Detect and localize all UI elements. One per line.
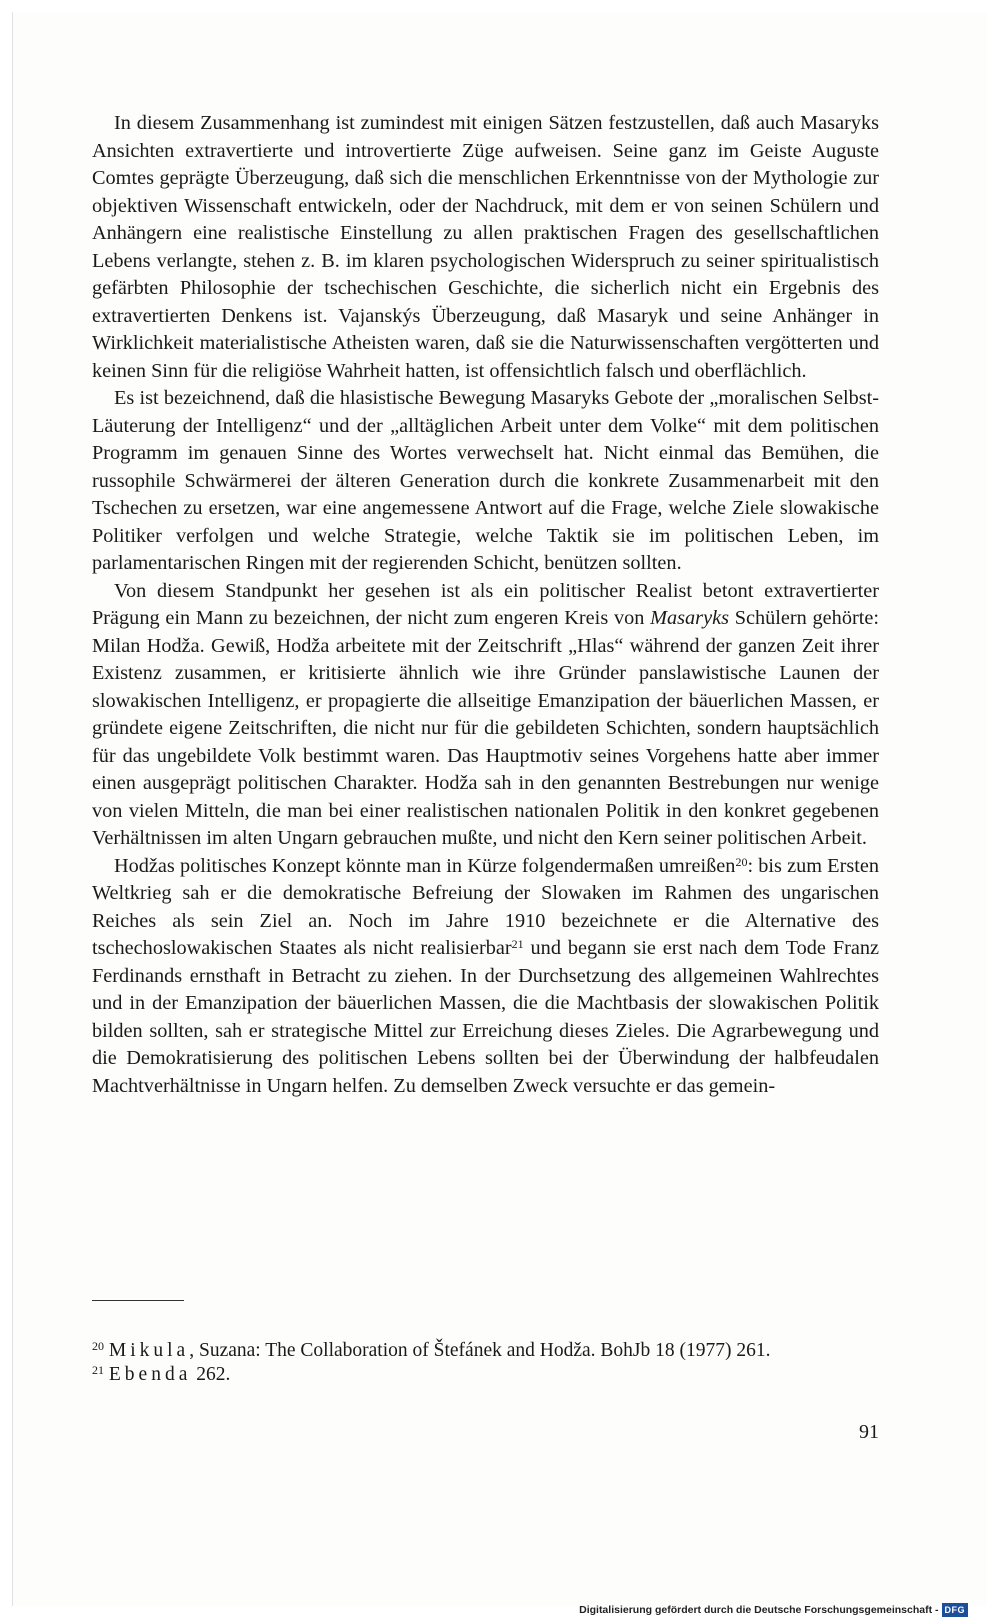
text-run: In diesem Zusammenhang ist zumindest mit einigen Sätzen festzustellen, daß auch Masaryks Ansichten extravertierte und introvertierte Züge aufweisen. Seine ganz im Geiste Auguste Comtes geprägte Überzeugung, daß sich die menschlichen Erkenntnisse von der Mythologie zur objektiven Wissenschaft entwickeln, oder der Nachdruck, mit dem er von seinen Schülern und Anhängern eine realistische Einstellung zu allen praktischen Fragen des gesellschaftlichen Lebens verlangte, stehen z. B. im klaren psychologischen Widerspruch zu seiner spiritualistisch gefärbten Philosophie der tschechischen Geschichte, die sicherlich nicht ein Ergebnis des extravertierten Denkens ist. Vajanskýs Überzeugung, daß Masaryk und seine Anhänger in Wirklichkeit materialistische Atheisten waren, daß sie die Naturwissenschaften vergötterten und keinen Sinn für die religiöse Wahrheit hatten, ist offensichtlich falsch und oberflächlich.: [92, 112, 879, 382]
page-number: 91: [859, 1421, 879, 1443]
paragraph: [92, 578, 879, 853]
footnote-reference: 20: [735, 854, 748, 869]
footnote: [92, 1339, 879, 1363]
paragraph: [92, 385, 879, 578]
digitization-credit-text: Digitalisierung gefördert durch die Deutsche Forschungsgemeinschaft -: [579, 1604, 939, 1616]
paragraph: [92, 110, 879, 385]
text-run: und begann sie erst nach dem Tode Franz Ferdinands ernsthaft in Betracht zu ziehen. In der Durchsetzung des allgemeinen Wahlrechtes und in der Emanzipation der bäuerlichen Massen, die die Machtbasis der slowakischen Politik bilden sollten, sah er strategische Mittel zur Erreichung dieses Zieles. Die Agrarbewegung und die Demokratisierung des politischen Lebens sollten bei der Überwindung der halbfeudalen Machtverhältnisse in Ungarn helfen. Zu demselben Zweck versuchte er das gemein-: [92, 937, 879, 1097]
digitization-credit: [579, 1603, 968, 1617]
text-run: Hodžas politisches Konzept könnte man in Kürze folgendermaßen umreißen: [114, 854, 736, 877]
dfg-logo-icon: DFG: [942, 1603, 969, 1617]
paragraph: [92, 853, 879, 1101]
italic-text: Masaryks: [650, 607, 729, 629]
footnotes: [92, 1339, 879, 1387]
text-run: Von diesem Standpunkt her gesehen ist als ein politischer Realist betont extravertierter Prägung ein Mann zu bezeichnen, der nicht zum engeren Kreis von: [92, 579, 879, 629]
footnote-text: , Suzana: The Collaboration of Štefánek and Hodža. BohJb 18 (1977) 261.: [189, 1340, 771, 1361]
document-page: [12, 12, 987, 1606]
footnote-author: Ebenda: [108, 1364, 192, 1385]
footnote-reference: 21: [511, 937, 524, 951]
footnote-separator: [92, 1300, 184, 1301]
body-text: [92, 110, 879, 1100]
footnote-author: Mikula: [108, 1340, 190, 1361]
footnote-number: 21: [92, 1363, 104, 1377]
footnote-number: 20: [92, 1339, 104, 1353]
footnote: [92, 1363, 879, 1387]
text-run: : bis zum Ersten Weltkrieg sah er die demokratische Befreiung der Slowaken im Rahmen des ungarischen Reiches als sein Ziel an. Noch im Jahre 1910 bezeichnete er die Alternative des tschechoslowakischen Staates als nicht realisierbar: [92, 854, 879, 959]
text-run: Es ist bezeichnend, daß die hlasistische Bewegung Masaryks Gebote der „moralischen Selbst-Läuterung der Intelligenz“ und der „alltäglichen Arbeit unter dem Volke“ mit dem politischen Programm im genauen Sinne des Wortes verwechselt hat. Nicht einmal das Bemühen, die russophile Schwärmerei der älteren Generation durch die konkrete Zusammenarbeit mit den Tschechen zu ersetzen, war eine angemessene Antwort auf die Frage, welche Ziele slowakische Politiker verfolgen und welche Strategie, welche Taktik sie im politischen Leben, im parlamentarischen Ringen mit der regierenden Schicht, benützen sollten.: [92, 387, 879, 574]
text-run: Schülern gehörte: Milan Hodža. Gewiß, Hodža arbeitete mit der Zeitschrift „Hlas“ während der ganzen Zeit ihrer Existenz zusammen, er kritisierte ähnlich wie ihre Gründer panslawistische Launen der slowakischen Intelligenz, er propagierte die allseitige Emanzipation der bäuerlichen Massen, er gründete eigene Zeitschriften, die nicht nur für die gebildeten Schichten, sondern hauptsächlich für das ungebildete Volk bestimmt waren. Das Hauptmotiv seines Vorgehens hatte aber immer einen ausgeprägt politischen Charakter. Hodža sah in den genannten Bestrebungen nur wenige von vielen Mitteln, die man bei einer realistischen nationalen Politik in den konkret gegebenen Verhältnissen im alten Ungarn gebrauchen mußte, und nicht den Kern seiner politischen Arbeit.: [92, 607, 879, 849]
footnote-text: 262.: [191, 1364, 231, 1385]
